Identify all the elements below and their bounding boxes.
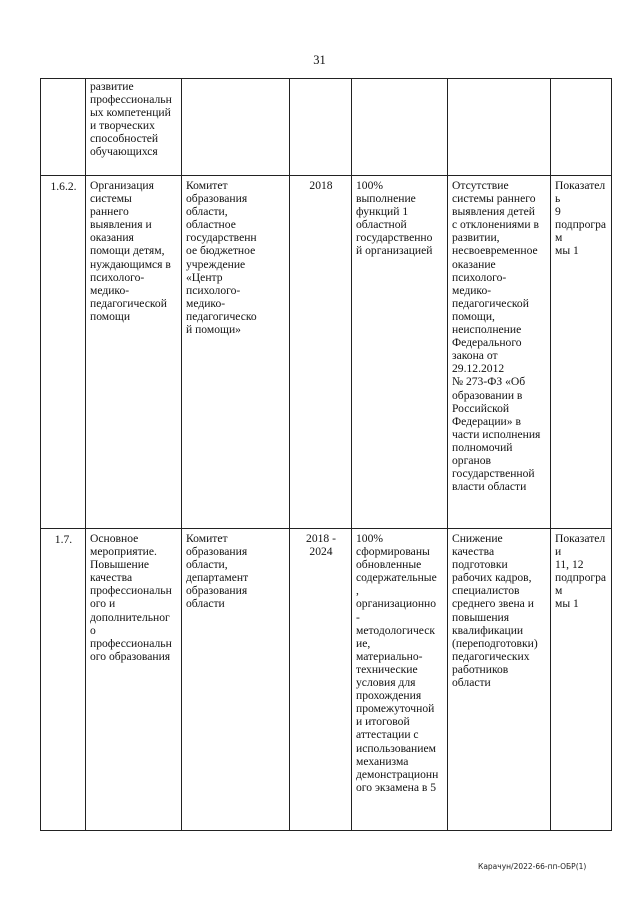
cell-number: 1.6.2. <box>41 176 86 529</box>
cell-executor <box>182 79 290 176</box>
cell-indicator-link: Показатель 9 подпрограм мы 1 <box>551 176 612 529</box>
cell-expected-result: 100% сформированы обновленные содержательные , организационно - методологическ ие, материально- технические условия для прохождения промежуточной и итоговой аттестации с использованием механизма демонстрационн ого экзамена в 5 <box>352 529 448 831</box>
cell-measure-name: Организация системы раннего выявления и оказания помощи детям, нуждающимся в психолого- медико- педагогической помощи <box>86 176 182 529</box>
table-row-1-6-2 <box>41 176 612 529</box>
table-row-1-7 <box>41 529 612 831</box>
table-row-continuation <box>41 79 612 176</box>
cell-years <box>290 79 352 176</box>
measures-table <box>40 78 612 831</box>
cell-expected-result <box>352 79 448 176</box>
cell-consequences <box>448 79 551 176</box>
cell-executor: Комитет образования области, областное государственн ое бюджетное учреждение «Центр психолого- медико- педагогическо й помощи» <box>182 176 290 529</box>
cell-executor: Комитет образования области, департамент образования области <box>182 529 290 831</box>
cell-number: 1.7. <box>41 529 86 831</box>
cell-expected-result: 100% выполнение функций 1 областной государственно й организацией <box>352 176 448 529</box>
page-number: 31 <box>313 53 326 67</box>
cell-years: 2018 - 2024 <box>290 529 352 831</box>
cell-number <box>41 79 86 176</box>
cell-consequences: Снижение качества подготовки рабочих кадров, специалистов среднего звена и повышения квалификации (переподготовки) педагогических работников области <box>448 529 551 831</box>
cell-consequences: Отсутствие системы раннего выявления детей с отклонениями в развитии, несвоевременное оказание психолого- медико- педагогической помощи, неисполнение Федерального закона от 29.12.2012 № 273-ФЗ «Об образовании в Российской Федерации» в части исполнения полномочий органов государственной власти области <box>448 176 551 529</box>
cell-measure-name: развитие профессиональн ых компетенций и творческих способностей обучающихся <box>86 79 182 176</box>
document-code: Карачун/2022-66-пп-ОБР(1) <box>478 862 587 871</box>
cell-measure-name: Основное мероприятие. Повышение качества профессиональн ого и дополнительног о профессиональн ого образования <box>86 529 182 831</box>
cell-years: 2018 <box>290 176 352 529</box>
cell-indicator-link <box>551 79 612 176</box>
cell-indicator-link: Показатели 11, 12 подпрограм мы 1 <box>551 529 612 831</box>
